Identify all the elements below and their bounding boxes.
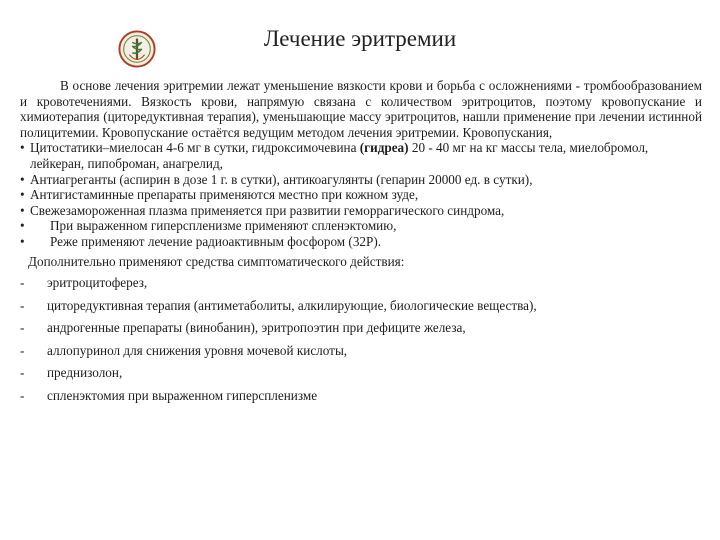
- page-title: Лечение эритремии: [263, 26, 457, 51]
- treatment-item: [20, 140, 702, 171]
- treatment-item: [20, 172, 702, 188]
- treatment-item-text: Свежезамороженная плазма применяется при развитии геморрагического синдрома,: [30, 202, 505, 218]
- dash-mark: -: [20, 342, 25, 358]
- treatment-item-text: Антигистаминные препараты применяются местно при кожном зуде,: [30, 187, 419, 203]
- treatment-item: [20, 203, 702, 219]
- slide-body: [20, 78, 702, 410]
- dash-mark: -: [20, 387, 25, 403]
- additional-item-text: преднизолон,: [47, 365, 123, 381]
- additional-item: [20, 298, 702, 321]
- dash-mark: -: [20, 320, 25, 336]
- additional-list: [20, 275, 702, 410]
- additional-item: [20, 365, 702, 388]
- treatment-item-text: Антиагреганты (аспирин в дозе 1 г. в сутки), антикоагулянты (гепарин 20000 ед. в сутки),: [30, 171, 533, 187]
- treatment-item-text: При выраженном гиперспленизме применяют спленэктомию,: [50, 218, 397, 234]
- treatment-item-text: Реже применяют лечение радиоактивным фосфором (32Р).: [50, 233, 382, 249]
- bullet-mark: •: [20, 202, 25, 218]
- treatment-item: [20, 218, 702, 234]
- bullet-mark: •: [20, 218, 25, 234]
- bullet-mark: •: [20, 171, 25, 187]
- additional-item: [20, 275, 702, 298]
- bullet-mark: •: [20, 140, 25, 156]
- additional-heading: Дополнительно применяют средства симптоматического действия:: [28, 253, 405, 269]
- additional-item: [20, 320, 702, 343]
- dash-mark: -: [20, 275, 25, 291]
- intro-paragraph: В основе лечения эритремии лежат уменьшение вязкости крови и борьба с осложнениями - тромбообразованием и кровотечениями. Вязкость крови, напрямую связана с количеством эритроцитов, поэтому кровопускание и химиотерапия (циторедуктивная терапия), уменьшающие массу эритроцитов, нашли применение при лечении истинной полицитемии. Кровопускание остаётся ведущим методом лечения эритремии. Кровопускания,: [20, 78, 702, 140]
- treatment-item-text: 20 - 40 мг на кг массы тела, миелобромол, лейкеран, пипоброман, анагрелид,: [30, 140, 649, 171]
- medical-emblem-icon: [118, 30, 156, 68]
- additional-item: [20, 388, 702, 411]
- additional-item-text: спленэктомия при выраженном гиперспленизме: [47, 387, 318, 403]
- bullet-mark: •: [20, 233, 25, 249]
- treatment-item-text: Цитостатики–миелосан 4-6 мг в сутки, гидроксимочевина: [30, 140, 360, 156]
- additional-item-text: циторедуктивная терапия (антиметаболиты, алкилирующие, биологические вещества),: [47, 297, 537, 313]
- dash-mark: -: [20, 297, 25, 313]
- additional-item: [20, 343, 702, 366]
- treatment-item-bold-text: (гидреа): [359, 140, 409, 156]
- dash-mark: -: [20, 365, 25, 381]
- treatment-item: [20, 187, 702, 203]
- additional-item-text: андрогенные препараты (винобанин), эритропоэтин при дефиците железа,: [47, 320, 466, 336]
- additional-item-text: эритроцитоферез,: [47, 275, 148, 291]
- bullet-mark: •: [20, 187, 25, 203]
- treatment-item: [20, 234, 702, 250]
- treatment-list: [20, 140, 702, 249]
- additional-item-text: аллопуринол для снижения уровня мочевой кислоты,: [47, 342, 348, 358]
